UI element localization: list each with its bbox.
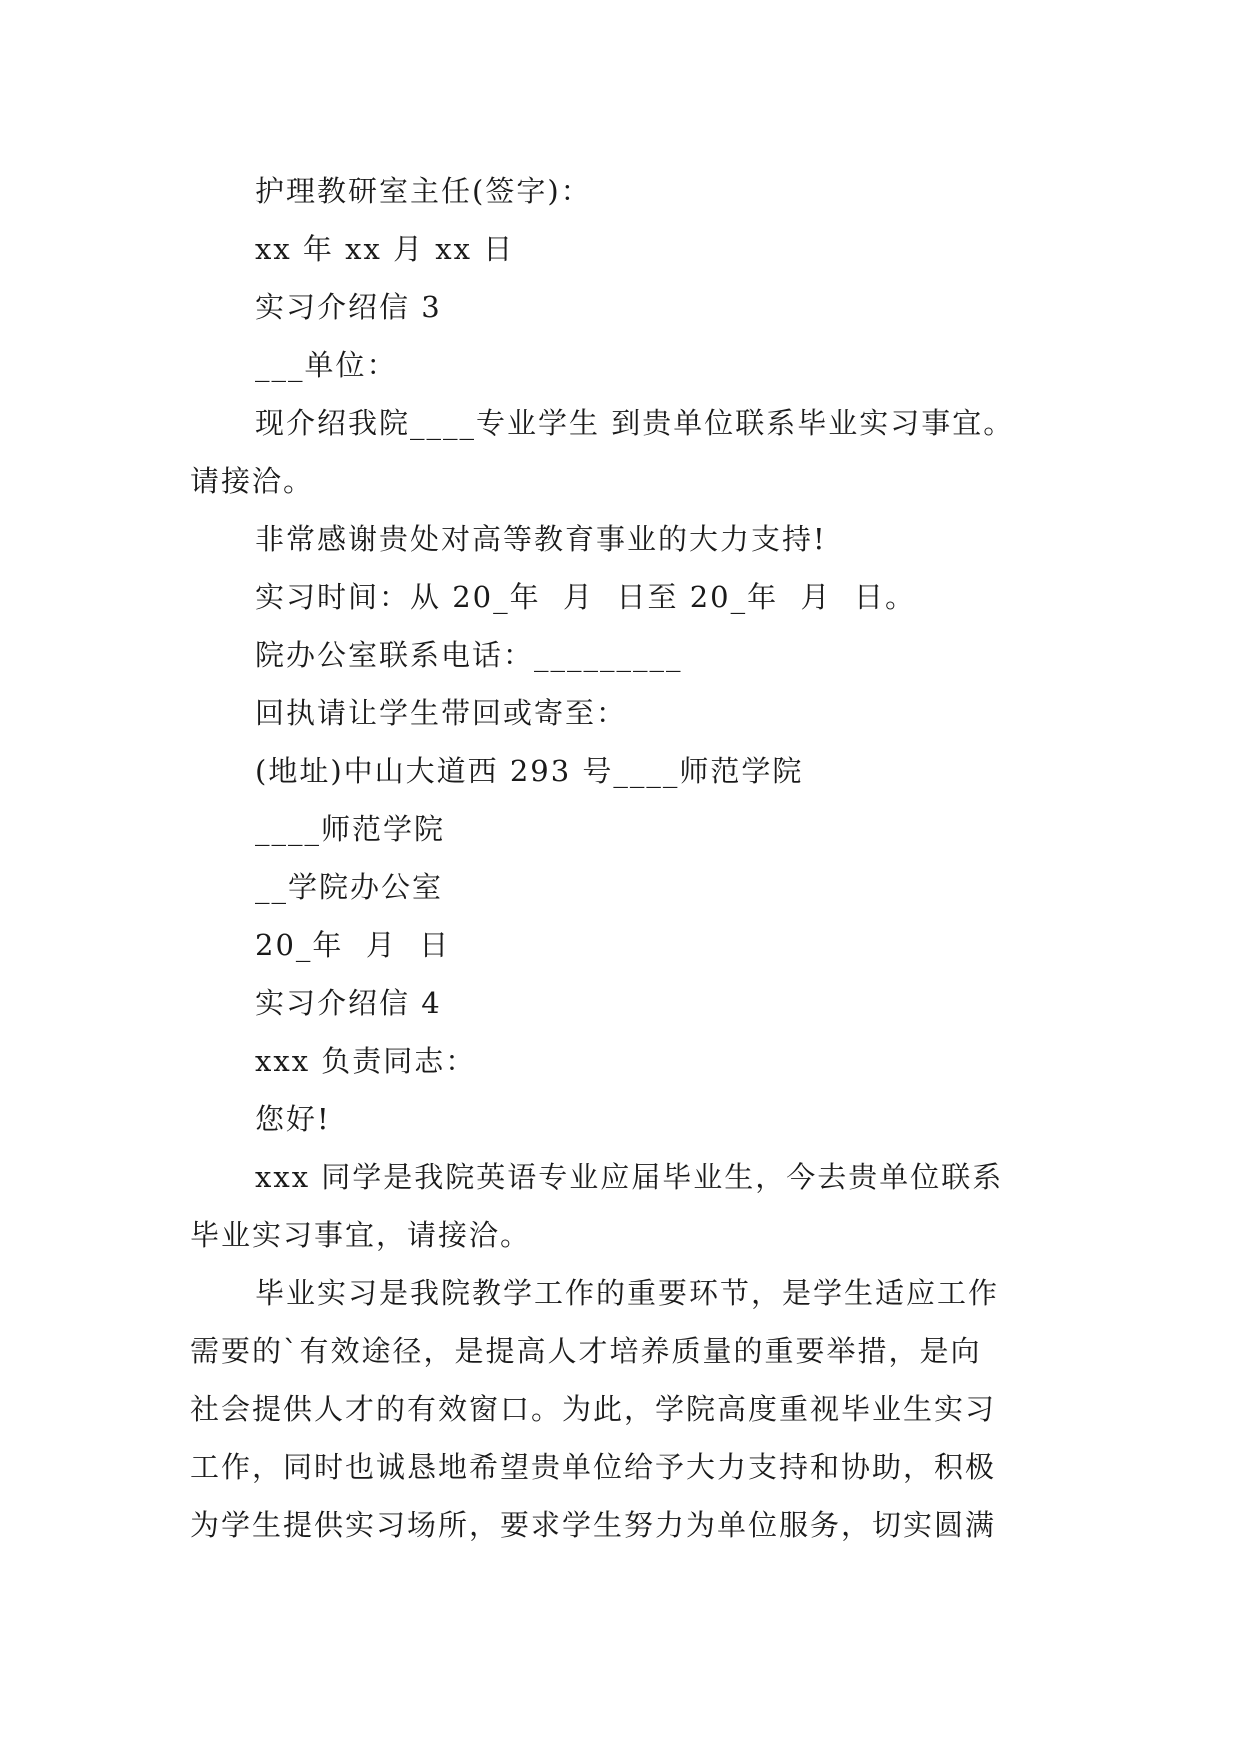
contact-phone-line: 院办公室联系电话：_________ [255, 638, 683, 672]
document-body [190, 162, 1060, 1554]
recipient-line: ___单位： [255, 348, 398, 382]
paragraph-line: 非常感谢贵处对高等教育事业的大力支持! [255, 522, 827, 556]
paragraph-line: 现介绍我院____专业学生 到贵单位联系毕业实习事宜。 [255, 406, 1015, 440]
paragraph-line: 工作，同时也诚恳地希望贵单位给予大力支持和协助，积极 [190, 1450, 997, 1484]
paragraph-line: 毕业实习是我院教学工作的重要环节，是学生适应工作 [255, 1276, 1000, 1310]
paragraph-line: 社会提供人才的有效窗口。为此，学院高度重视毕业生实习 [190, 1392, 997, 1426]
letter-heading: 实习介绍信 4 [255, 986, 442, 1020]
paragraph-line: 为学生提供实习场所，要求学生努力为单位服务，切实圆满 [190, 1508, 997, 1542]
recipient-line: xxx 负责同志： [255, 1044, 477, 1078]
greeting-line: 您好! [255, 1102, 331, 1136]
paragraph-line: xxx 同学是我院英语专业应届毕业生，今去贵单位联系 [255, 1160, 1004, 1194]
signature-line: 护理教研室主任(签字)： [255, 174, 592, 208]
paragraph-line: 需要的`有效途径，是提高人才培养质量的重要举措，是向 [190, 1334, 982, 1368]
date-line: xx 年 xx 月 xx 日 [255, 232, 515, 266]
date-line: 20_年 月 日 [255, 928, 451, 962]
paragraph-line: 毕业实习事宜，请接洽。 [190, 1218, 532, 1252]
internship-period-line: 实习时间：从 20_年 月 日至 20_年 月 日。 [255, 580, 916, 614]
sender-line: __学院办公室 [255, 870, 444, 904]
address-line: (地址)中山大道西 293 号____师范学院 [255, 754, 804, 788]
paragraph-line: 请接洽。 [190, 464, 315, 498]
letter-heading: 实习介绍信 3 [255, 290, 442, 324]
paragraph-line: 回执请让学生带回或寄至： [255, 696, 628, 730]
sender-line: ____师范学院 [255, 812, 446, 846]
